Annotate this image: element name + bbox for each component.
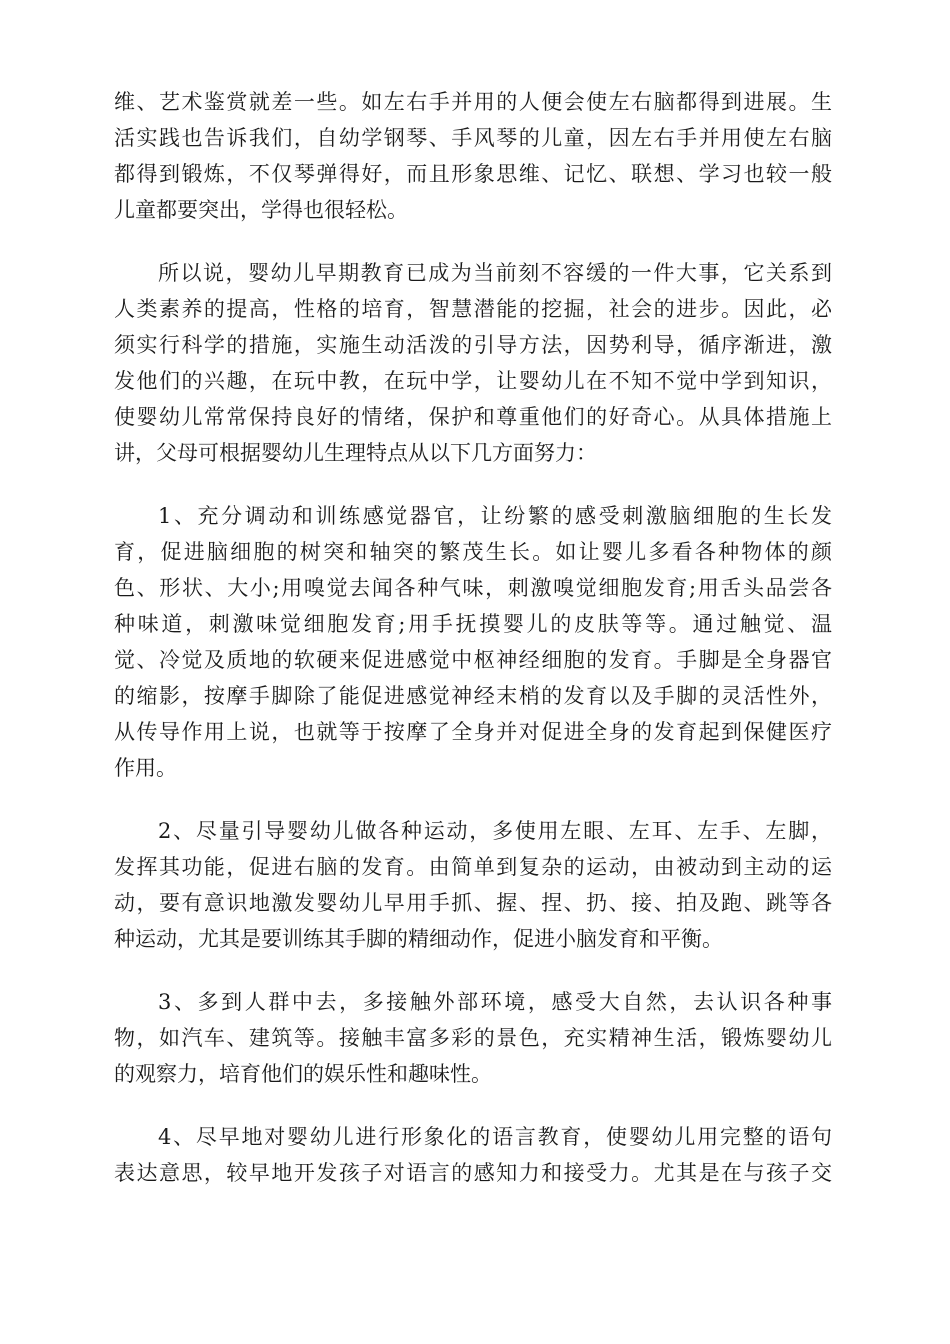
text-line: 须实行科学的措施，实施生动活泼的引导方法，因势利导，循序渐进，激	[114, 333, 832, 357]
text-line: 表达意思，较早地开发孩子对语言的感知力和接受力。尤其是在与孩子交	[114, 1161, 832, 1185]
text-line: 3、多到人群中去，多接触外部环境，感受大自然，去认识各种事	[158, 990, 832, 1014]
paragraph	[114, 84, 832, 228]
text-line: 活实践也告诉我们，自幼学钢琴、手风琴的儿童，因左右手并用使左右脑	[114, 126, 832, 150]
paragraph	[114, 255, 832, 471]
text-line: 2、尽量引导婴幼儿做各种运动，多使用左眼、左耳、左手、左脚，	[158, 819, 832, 843]
paragraph	[114, 813, 832, 957]
text-line: 色、形状、大小;用嗅觉去闻各种气味，刺激嗅觉细胞发育;用舌头品尝各	[114, 576, 832, 600]
paragraph	[114, 1119, 832, 1191]
text-line: 的观察力，培育他们的娱乐性和趣味性。	[114, 1062, 492, 1086]
text-line: 作用。	[114, 756, 177, 780]
paragraph	[114, 498, 832, 786]
text-line: 育，促进脑细胞的树突和轴突的繁茂生长。如让婴儿多看各种物体的颜	[114, 540, 832, 564]
document-body	[114, 84, 832, 1218]
text-line: 动，要有意识地激发婴幼儿早用手抓、握、捏、扔、接、拍及跑、跳等各	[114, 891, 832, 915]
text-line: 都得到锻炼，不仅琴弹得好，而且形象思维、记忆、联想、学习也较一般	[114, 162, 832, 186]
text-line: 发挥其功能，促进右脑的发育。由简单到复杂的运动，由被动到主动的运	[114, 855, 832, 879]
paragraph	[114, 984, 832, 1092]
text-line: 物，如汽车、建筑等。接触丰富多彩的景色，充实精神生活，锻炼婴幼儿	[114, 1026, 832, 1050]
text-line: 所以说，婴幼儿早期教育已成为当前刻不容缓的一件大事，它关系到	[158, 261, 832, 285]
text-line: 使婴幼儿常常保持良好的情绪，保护和尊重他们的好奇心。从具体措施上	[114, 405, 832, 429]
text-line: 儿童都要突出，学得也很轻松。	[114, 198, 408, 222]
text-line: 维、艺术鉴赏就差一些。如左右手并用的人便会使左右脑都得到进展。生	[114, 90, 832, 114]
text-line: 人类素养的提高，性格的培育，智慧潜能的挖掘，社会的进步。因此，必	[114, 297, 832, 321]
text-line: 种运动，尤其是要训练其手脚的精细动作，促进小脑发育和平衡。	[114, 927, 723, 951]
text-line: 1、充分调动和训练感觉器官，让纷繁的感受刺激脑细胞的生长发	[158, 504, 832, 528]
text-line: 4、尽早地对婴幼儿进行形象化的语言教育，使婴幼儿用完整的语句	[158, 1125, 832, 1149]
text-line: 从传导作用上说，也就等于按摩了全身并对促进全身的发育起到保健医疗	[114, 720, 832, 744]
text-line: 种味道，刺激味觉细胞发育;用手抚摸婴儿的皮肤等等。通过触觉、温	[114, 612, 832, 636]
text-line: 讲，父母可根据婴幼儿生理特点从以下几方面努力：	[114, 441, 597, 465]
text-line: 的缩影，按摩手脚除了能促进感觉神经末梢的发育以及手脚的灵活性外，	[114, 684, 832, 708]
text-line: 发他们的兴趣，在玩中教，在玩中学，让婴幼儿在不知不觉中学到知识，	[114, 369, 832, 393]
text-line: 觉、冷觉及质地的软硬来促进感觉中枢神经细胞的发育。手脚是全身器官	[114, 648, 832, 672]
